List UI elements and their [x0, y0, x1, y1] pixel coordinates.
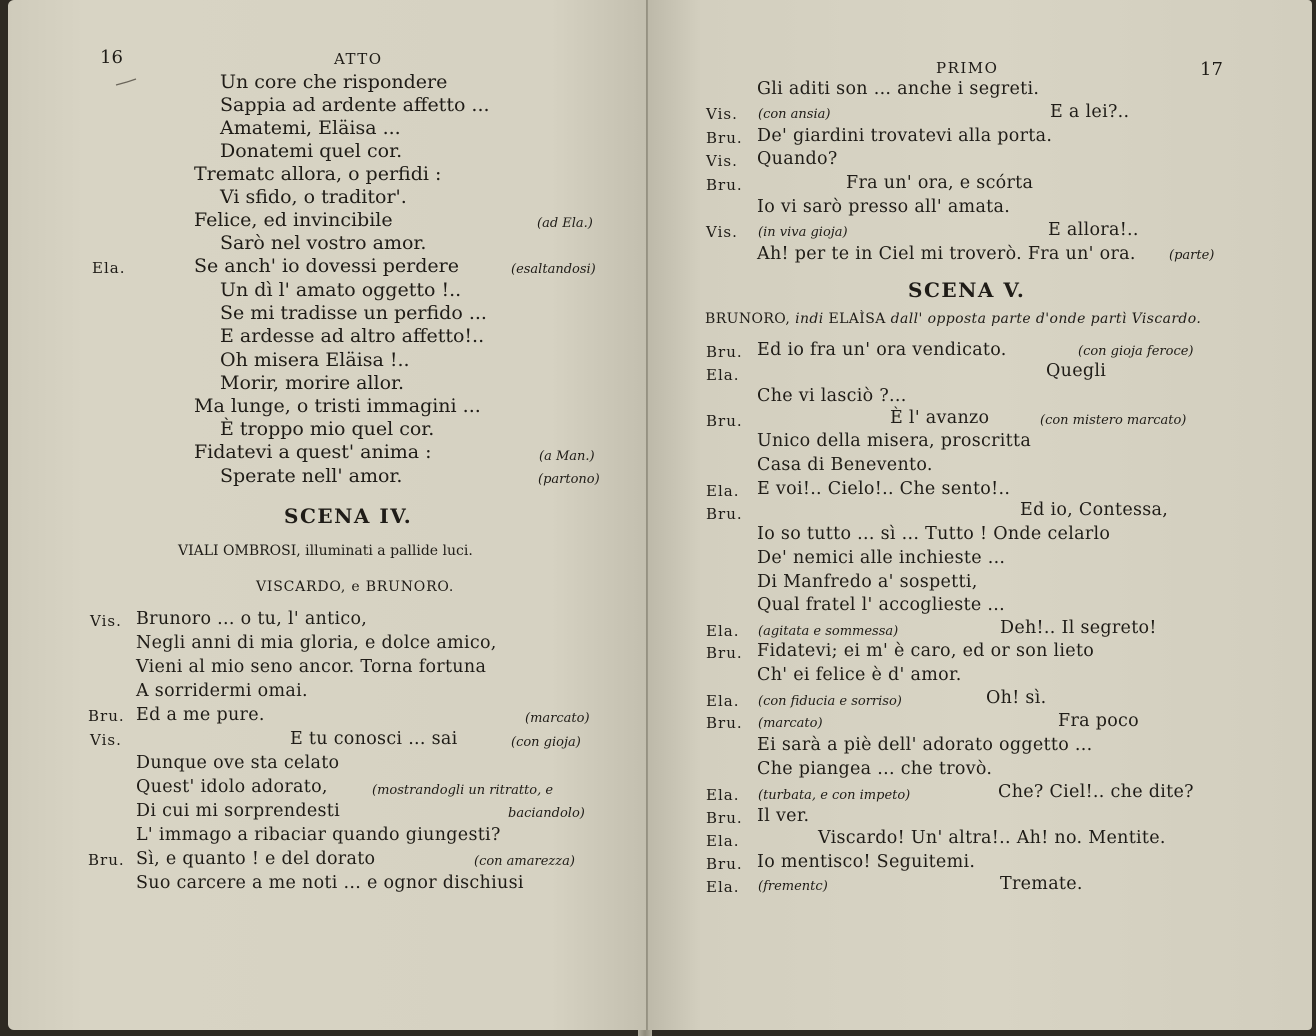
dialogue-line: Di cui mi sorprendesti [136, 801, 341, 821]
dialogue-line: Negli anni di mia gloria, e dolce amico, [136, 633, 497, 653]
dialogue-line: E tu conosci ... sai [290, 729, 458, 749]
verse-line: E ardesse ad altro affetto!.. [220, 325, 485, 347]
dialogue-line: Casa di Benevento. [757, 455, 933, 475]
dialogue-line: Fra un' ora, e scórta [846, 173, 1034, 193]
verse-line: Vi sfido, o traditor'. [220, 186, 407, 208]
dialogue-line: È l' avanzo [890, 408, 990, 428]
dialogue-line: Brunoro ... o tu, l' antico, [136, 609, 368, 629]
dialogue-line: Sì, e quanto ! e del dorato [136, 849, 376, 869]
dialogue-line: Io mentisco! Seguitemi. [757, 852, 976, 872]
speaker-label: Ela. [706, 786, 740, 804]
verse-line: Amatemi, Eläisa ... [220, 117, 401, 139]
dialogue-line: Oh! sì. [986, 688, 1047, 708]
dialogue-line: Di Manfredo a' sospetti, [757, 572, 978, 592]
running-head: ATTO [334, 50, 383, 68]
speaker-label: Bru. [706, 343, 743, 361]
dialogue-line: Unico della misera, proscritta [757, 431, 1032, 451]
speaker-label: Bru. [706, 809, 743, 827]
stage-direction: (marcato) [525, 711, 590, 726]
verse-line: Morir, morire allor. [220, 372, 405, 394]
dialogue-line: De' giardini trovatevi alla porta. [757, 126, 1053, 146]
verse-line: Felice, ed invincibile [194, 209, 393, 231]
right-page [648, 0, 1312, 1030]
dialogue-line: Vieni al mio seno ancor. Torna fortuna [136, 657, 487, 677]
speaker-label: Bru. [706, 714, 743, 732]
dialogue-line: Suo carcere a me noti ... e ognor dischiusi [136, 873, 524, 893]
stage-direction: (parte) [1169, 248, 1215, 263]
dialogue-line: Quando? [757, 149, 838, 169]
stage-direction: (con gioja) [511, 735, 581, 750]
verse-line: Sperate nell' amor. [220, 465, 403, 487]
stage-direction: (in viva gioja) [758, 225, 848, 240]
dialogue-line: Ei sarà a piè dell' adorato oggetto ... [757, 735, 1093, 755]
stage-direction: (esaltandosi) [511, 262, 596, 277]
dialogue-line: Fidatevi; ei m' è caro, ed or son lieto [757, 641, 1095, 661]
left-page [8, 0, 646, 1030]
running-head: PRIMO [936, 59, 999, 77]
dialogue-line: Ed io, Contessa, [1020, 500, 1169, 520]
dialogue-line: Quegli [1046, 361, 1107, 381]
dialogue-line: Che piangea ... che trovò. [757, 759, 993, 779]
stage-direction: (a Man.) [539, 449, 595, 464]
dialogue-line: A sorridermi omai. [136, 681, 308, 701]
speaker-label: Vis. [706, 223, 738, 241]
dialogue-line: Ed io fra un' ora vendicato. [757, 340, 1007, 360]
speaker-label: Ela. [706, 482, 740, 500]
dialogue-line: Viscardo! Un' altra!.. Ah! no. Mentite. [818, 828, 1166, 848]
dialogue-line: Gli aditi son ... anche i segreti. [757, 79, 1040, 99]
scene-subheading: BRUNORO, indi ELAÌSA dall' opposta parte d'onde partì Viscardo. [705, 311, 1202, 327]
verse-line: Un dì l' amato oggetto !.. [220, 279, 462, 301]
dialogue-line: Che vi lasciò ?... [757, 386, 907, 406]
speaker-label: Ela. [706, 366, 740, 384]
speaker-label: Vis. [90, 612, 122, 630]
dialogue-line: Qual fratel l' accoglieste ... [757, 595, 1005, 615]
speaker-label: Bru. [706, 505, 743, 523]
dialogue-line: Deh!.. Il segreto! [1000, 618, 1157, 638]
stage-direction: (marcato) [758, 716, 823, 731]
verse-line: Sappia ad ardente affetto ... [220, 94, 490, 116]
verse-line: Donatemi quel cor. [220, 140, 403, 162]
speaker-label: Ela. [706, 622, 740, 640]
speaker-label: Ela. [92, 259, 126, 277]
dialogue-line: Ch' ei felice è d' amor. [757, 665, 962, 685]
stage-direction: baciandolo) [508, 806, 585, 821]
speaker-label: Bru. [88, 851, 125, 869]
dialogue-line: Che? Ciel!.. che dite? [998, 782, 1194, 802]
speaker-label: Vis. [90, 731, 122, 749]
speaker-label: Bru. [706, 855, 743, 873]
verse-line: Sarò nel vostro amor. [220, 232, 427, 254]
stage-direction: (ad Ela.) [537, 216, 593, 231]
verse-line: È troppo mio quel cor. [220, 418, 435, 440]
dialogue-line: Io vi sarò presso all' amata. [757, 197, 1011, 217]
scene-setting: VIALI OMBROSI, illuminati a pallide luci. [178, 543, 473, 559]
page-number: 17 [1200, 59, 1223, 80]
speaker-label: Vis. [706, 105, 738, 123]
stage-direction: (mostrandogli un ritratto, e [372, 783, 554, 798]
stage-direction: (con gioja feroce) [1078, 344, 1194, 359]
verse-line: Se mi tradisse un perfido ... [220, 302, 487, 324]
stage-direction: (partono) [538, 472, 600, 487]
verse-line: Un core che rispondere [220, 71, 448, 93]
speaker-label: Bru. [706, 644, 743, 662]
verse-line: Oh misera Eläisa !.. [220, 349, 410, 371]
speaker-label: Bru. [88, 707, 125, 725]
dialogue-line: Quest' idolo adorato, [136, 777, 328, 797]
stage-direction: (agitata e sommessa) [758, 624, 899, 639]
pencil-mark [115, 78, 137, 86]
stage-direction: (frementc) [758, 879, 828, 894]
dialogue-line: L' immago a ribaciar quando giungesti? [136, 825, 501, 845]
stage-direction: (con fiducia e sorriso) [758, 694, 902, 709]
stage-direction: (con ansia) [758, 107, 831, 122]
scene-characters: VISCARDO, e BRUNORO. [256, 579, 455, 595]
scene-heading: SCENA IV. [284, 504, 413, 528]
dialogue-line: Tremate. [1000, 874, 1083, 894]
dialogue-line: Ed a me pure. [136, 705, 265, 725]
stage-direction: (con mistero marcato) [1040, 413, 1187, 428]
stage-direction: (con amarezza) [474, 854, 575, 869]
speaker-label: Bru. [706, 129, 743, 147]
dialogue-line: Io so tutto ... sì ... Tutto ! Onde celarlo [757, 524, 1111, 544]
verse-line: Ma lunge, o tristi immagini ... [194, 395, 481, 417]
verse-line: Se anch' io dovessi perdere [194, 255, 459, 277]
verse-line: Trematc allora, o perfidi : [194, 163, 442, 185]
speaker-label: Bru. [706, 412, 743, 430]
scene-heading: SCENA V. [908, 278, 1026, 302]
speaker-label: Vis. [706, 152, 738, 170]
dialogue-line: De' nemici alle inchieste ... [757, 548, 1006, 568]
speaker-label: Bru. [706, 176, 743, 194]
dialogue-line: E a lei?.. [1050, 102, 1130, 122]
dialogue-line: E allora!.. [1048, 220, 1139, 240]
dialogue-line: E voi!.. Cielo!.. Che sento!.. [757, 479, 1011, 499]
stage-direction: (turbata, e con impeto) [758, 788, 911, 803]
dialogue-line: Il ver. [757, 806, 810, 826]
speaker-label: Ela. [706, 878, 740, 896]
dialogue-line: Dunque ove sta celato [136, 753, 340, 773]
dialogue-line: Ah! per te in Ciel mi troverò. Fra un' ora. [757, 244, 1136, 264]
page-number: 16 [100, 47, 123, 68]
speaker-label: Ela. [706, 832, 740, 850]
dialogue-line: Fra poco [1058, 711, 1139, 731]
verse-line: Fidatevi a quest' anima : [194, 441, 432, 463]
speaker-label: Ela. [706, 692, 740, 710]
